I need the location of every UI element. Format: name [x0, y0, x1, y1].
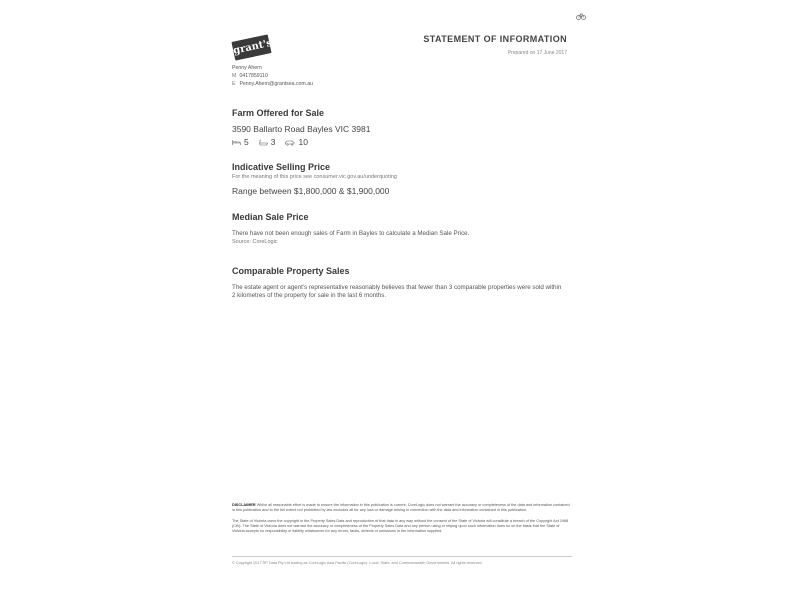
agent-details	[232, 64, 313, 88]
disclaimer-text-2: The State of Victoria owns the copyright in the Property Sales Data and reproduction of that data in any way without the consent of the State of Victoria will constitute a breach of the Copyright Act 1968 (Cth). The State of Victoria does not warrant the accuracy or completeness of the Property Sales Data and any person using or relying upon such information does so on the basis that the State of Victoria accepts no responsibility or liability whatsoever for any errors, faults, defects or omissions in the information supplied.	[232, 518, 569, 534]
agent-phone: 0417859110	[239, 73, 268, 79]
footer-divider	[232, 556, 572, 557]
disclaimer-para-1	[232, 503, 572, 514]
disclaimer-label: DISCLAIMER	[232, 503, 256, 507]
comparable-heading: Comparable Property Sales	[232, 266, 350, 276]
farm-section	[232, 108, 370, 147]
bed-icon	[232, 139, 241, 146]
comparable-text: The estate agent or agent's representative reasonably believes that fewer than 3 comparable properties were sold within 2 kilometres of the property for sale in the last 6 months.	[232, 284, 562, 299]
property-address: 3590 Ballarto Road Bayles VIC 3981	[232, 124, 371, 134]
car-icon	[285, 139, 295, 146]
cars-feature	[285, 137, 307, 147]
beds-count: 5	[244, 137, 249, 147]
property-features	[232, 137, 370, 147]
price-section	[232, 162, 397, 196]
median-section	[232, 212, 469, 245]
document-title: STATEMENT OF INFORMATION	[423, 34, 567, 44]
agency-logo: grant's	[231, 34, 271, 60]
disclaimer-text-1: Whilst all reasonable effort is made to ensure the information in this publication is current, CoreLogic does not warrant the accuracy or completeness of the data and information contained in this publication and to the full extent not prohibited by law excludes all for any loss or damage arising in connection with the data and information contained in this publication.	[232, 503, 570, 513]
agent-phone-row	[232, 72, 313, 80]
price-range: Range between $1,800,000 & $1,900,000	[232, 186, 390, 196]
disclaimer	[232, 503, 572, 534]
median-heading: Median Sale Price	[232, 212, 309, 222]
median-text: There have not been enough sales of Farm in Bayles to calculate a Median Sale Price.	[232, 230, 470, 237]
cars-count: 10	[298, 137, 308, 147]
agent-name: Penny Ahern	[232, 65, 262, 71]
baths-count: 3	[270, 137, 276, 147]
copyright-notice: © Copyright 2017 RP Data Pty Ltd trading as CoreLogic Asia Pacific (CoreLogic). Local, State, and Commonwealth Governments. All rights reserved.	[232, 561, 483, 565]
email-key: E	[232, 81, 236, 87]
phone-key: M	[232, 73, 237, 79]
comparable-section	[232, 266, 562, 300]
prepared-date: Prepared on 17 June 2017	[507, 50, 567, 56]
price-note: For the meaning of this price see consumer.vic.gov.au/underquoting	[232, 174, 397, 180]
price-heading: Indicative Selling Price	[232, 162, 331, 172]
bicycle-icon	[576, 11, 586, 21]
beds-feature	[232, 137, 249, 147]
median-source: Source: CoreLogic	[232, 239, 278, 245]
farm-heading: Farm Offered for Sale	[232, 108, 325, 118]
agent-email-row	[232, 80, 313, 88]
agent-email: Penny.Ahern@grantsea.com.au	[239, 81, 313, 87]
document-header	[423, 34, 567, 56]
bath-icon	[259, 139, 268, 146]
baths-feature	[259, 137, 276, 147]
